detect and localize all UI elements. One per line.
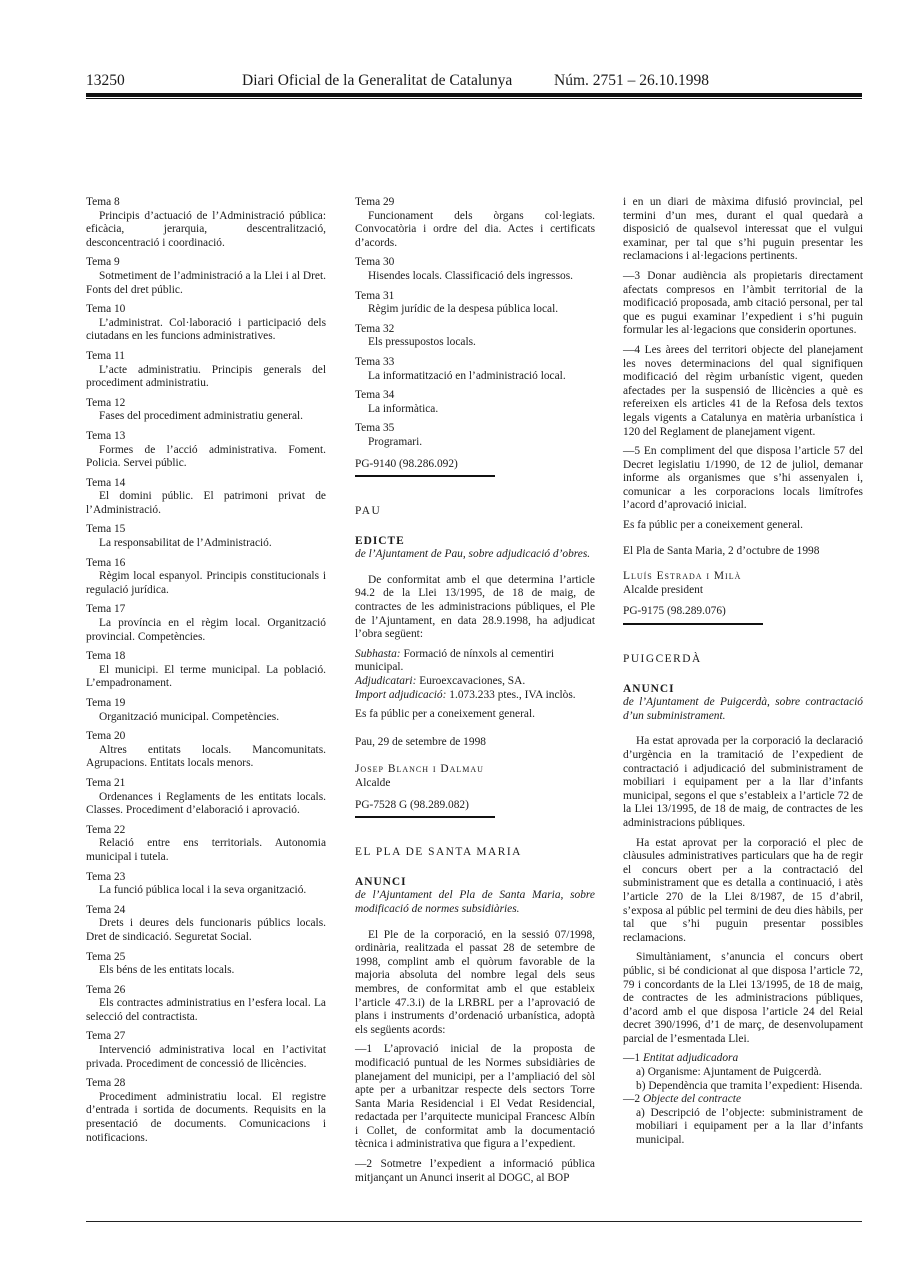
topic-label: Tema 10 — [86, 303, 126, 316]
publication-title: Diari Oficial de la Generalitat de Catalunya — [242, 72, 513, 89]
topic-item — [86, 557, 326, 598]
topic-text: Ordenances i Reglaments de les entitats locals. Classes. Procediment d’elaboració i aprovació. — [86, 790, 326, 817]
topic-label: Tema 33 — [355, 355, 395, 368]
topic-text: El domini públic. El patrimoni privat de l’Administració. — [86, 490, 326, 516]
topic-text: L’acte administratiu. Principis generals del procediment administratiu. — [86, 363, 326, 390]
column-1 — [86, 196, 326, 1151]
topic-text: Règim jurídic de la despesa pública local. — [368, 303, 559, 316]
issue-number: Núm. 2751 – 26.10.1998 — [554, 72, 709, 89]
topic-item — [355, 196, 595, 250]
topic-label: Tema 19 — [86, 697, 126, 709]
topic-label: Tema 22 — [86, 823, 126, 836]
topic-item — [86, 603, 326, 644]
clause-item: a) Descripció de l’objecte: subministrament de mobiliari i equipament per a la llar d’infants municipal. — [636, 1106, 863, 1147]
topic-text: Relació entre ens territorials. Autonomia municipal i tutela. — [86, 837, 326, 863]
topic-label: Tema 34 — [355, 389, 395, 402]
topic-item — [86, 904, 326, 945]
separator — [623, 623, 763, 625]
public-notice: Es fa públic per a coneixement general. — [623, 519, 803, 532]
reference-code: PG-7528 G (98.289.082) — [355, 798, 469, 811]
reference-code: PG-9175 (98.289.076) — [623, 605, 726, 618]
topic-label: Tema 8 — [86, 196, 120, 208]
section-heading-puigcerda: PUIGCERDÀ — [623, 653, 702, 666]
clause-title: Objecte del contracte — [642, 1093, 741, 1106]
notice-type: ANUNCI — [355, 875, 407, 888]
notice-date: El Pla de Santa Maria, 2 d’octubre de 1998 — [623, 544, 820, 557]
topic-item — [86, 1077, 326, 1145]
topic-label: Tema 32 — [355, 322, 395, 335]
notice-paragraph: Simultàniament, s’anuncia el concurs obert públic, si bé condicionat al que disposa l’article 72, 79 i concordants de la Llei 13/1995, de 18 de maig, de contractes de les administracions públiques, d’acord amb el que disposa l’article 24 del Reial decret 390/1996, d’1 de març, de desenvolupament parcial de l’esmentada Llei. — [623, 951, 863, 1045]
clause-title: Entitat adjudicadora — [642, 1052, 739, 1065]
topic-label: Tema 25 — [86, 950, 126, 963]
signer-name: Lluís Estrada i Milà — [623, 570, 742, 583]
topic-item — [86, 697, 326, 724]
separator — [355, 816, 495, 818]
topic-label: Tema 11 — [86, 349, 125, 362]
field-label: Import adjudicació: — [355, 688, 447, 701]
reference-code: PG-9140 (98.286.092) — [355, 457, 458, 470]
topic-item — [86, 430, 326, 471]
topic-text: L’administrat. Col·laboració i participació dels ciutadans en les funcions administratives. — [86, 316, 326, 343]
notice-subtitle: de l’Ajuntament de Puigcerdà, sobre contractació d’un subministrament. — [623, 696, 863, 722]
signer-role: Alcalde — [355, 777, 391, 789]
topic-item — [86, 777, 326, 818]
notice-date: Pau, 29 de setembre de 1998 — [355, 735, 486, 748]
topic-item — [86, 984, 326, 1025]
notice-body: De conformitat amb el que determina l’article 94.2 de la Llei 13/1995, de 18 de maig, de contractes de les administracions públiques, el Ple de l’Ajuntament, en data 28.9.1998, ha adjudicat l’obra següent: — [355, 573, 595, 641]
notice-type: ANUNCI — [623, 682, 675, 695]
topic-text: Altres entitats locals. Mancomunitats. Agrupacions. Entitats locals menors. — [86, 743, 326, 770]
adjudication-details — [355, 648, 595, 702]
topic-item — [86, 477, 326, 518]
public-notice: Es fa públic per a coneixement general. — [355, 708, 535, 721]
topic-text: Els contractes administratius en l’esfera local. La selecció del contractista. — [86, 997, 326, 1023]
topic-label: Tema 12 — [86, 396, 126, 409]
topic-text: Formes de l’acció administrativa. Foment. Policia. Servei públic. — [86, 443, 326, 470]
topic-text: Sotmetiment de l’administració a la Llei i al Dret. Fonts del dret públic. — [86, 269, 326, 296]
notice-paragraph: Ha estat aprovat per la corporació el plec de clàusules administratives particulars que ha de regir el concurs obert per a la contractació del subministrament que es detalla a continuació, i atès l’article 270 de la Llei 8/1987, de 15 d’abril, s’exposa al públic pel termini de deu dies hàbils, per tal que s’hi puguin presentar possibles reclamacions. — [623, 836, 863, 944]
topic-text: Els pressupostos locals. — [368, 336, 476, 349]
header-rule-thick — [86, 93, 862, 97]
topic-text: La província en el règim local. Organització provincial. Competències. — [86, 617, 326, 643]
topic-label: Tema 14 — [86, 476, 126, 489]
topic-label: Tema 23 — [86, 870, 126, 883]
clause-item: b) Dependència que tramita l’expedient: Hisenda. — [636, 1079, 863, 1092]
topic-item — [86, 871, 326, 898]
section-heading-pau: PAU — [355, 505, 382, 518]
topic-label: Tema 24 — [86, 903, 126, 916]
field-value: Euroexcavaciones, SA. — [419, 675, 526, 688]
page-header — [86, 72, 862, 92]
topic-item — [86, 397, 326, 424]
agreement-item: —5 En compliment del que disposa l’article 57 del Decret legislatiu 1/1990, de 12 de juliol, demanar informe als organismes que s’hi assenyalen i, comunicar a les corporacions locals limítrofes l’acord d’aprovació inicial. — [623, 445, 863, 512]
topic-item — [86, 951, 326, 978]
agreement-item: —1 L’aprovació inicial de la proposta de modificació puntual de les Normes subsidiàries de planejament del municipi, per a l’ampliació del sòl apte per a urbanitzar respecte dels sectors Torre Santa Maria Residencial i El Vedat Residencial, redactada per l’arquitecte municipal Francesc Albín i Collet, de conformitat amb la documentació tècnica i administrativa que figura a l’expedient. — [355, 1043, 595, 1151]
topic-text: La responsabilitat de l’Administració. — [99, 537, 272, 550]
field-value: 1.073.233 ptes., IVA inclòs. — [449, 688, 576, 701]
topic-label: Tema 35 — [355, 422, 395, 435]
topic-label: Tema 30 — [355, 256, 395, 269]
topic-text: Fases del procediment administratiu general. — [99, 410, 304, 423]
agreement-item: —3 Donar audiència als propietaris directament afectats compresos en l’àmbit territorial de la modificació proposada, amb citació personal, per tal que es pugui examinar l’expedient i s’hi puguin formular les al·legacions que considerin oportunes. — [623, 269, 863, 337]
topic-text: Funcionament dels òrgans col·legiats. Convocatòria i ordre del dia. Actes i certificats d’acords. — [355, 209, 595, 249]
topic-text: Procediment administratiu local. El registre d’entrada i sortida de documents. Requisits en la presentació de documents. Comunicacions i notificacions. — [86, 1090, 326, 1144]
topic-text: Principis d’actuació de l’Administració pública: eficàcia, jerarquia, descentralització, desconcentració i coordinació. — [86, 209, 326, 249]
agreement-item: —4 Les àrees del territori objecte del planejament les noves determinacions del qual signifiquen modificació del règim urbanístic vigent, queden afectades per la suspensió de llicències a què es refereixen els articles 41 de la Refosa dels textos legals vigents a Catalunya en matèria urbanística i 120 del Reglament de planejament vigent. — [623, 343, 863, 438]
column-3 — [623, 196, 863, 1148]
topic-text: Drets i deures dels funcionaris públics locals. Dret de sindicació. Seguretat Social. — [86, 917, 326, 943]
topic-item — [355, 422, 595, 449]
header-rule-thin — [86, 98, 862, 99]
footer-rule — [86, 1221, 862, 1222]
topic-item — [86, 1030, 326, 1071]
topic-text: Els béns de les entitats locals. — [99, 964, 235, 977]
topic-item — [355, 389, 595, 416]
topic-text: Hisendes locals. Classificació dels ingressos. — [368, 269, 573, 282]
topic-label: Tema 31 — [355, 289, 395, 302]
topic-label: Tema 15 — [86, 523, 126, 536]
field-label: Subhasta: — [355, 647, 401, 660]
topic-label: Tema 16 — [86, 556, 126, 569]
topic-label: Tema 18 — [86, 650, 126, 663]
topic-item — [355, 356, 595, 383]
topic-item — [86, 303, 326, 344]
topic-text: Intervenció administrativa local en l’activitat privada. Procediment de concessió de llicències. — [86, 1044, 326, 1070]
topic-label: Tema 29 — [355, 196, 395, 208]
topic-text: La funció pública local i la seva organització. — [99, 884, 307, 897]
topic-item — [355, 323, 595, 350]
topic-text: La informatització en l’administració local. — [368, 369, 566, 382]
notice-body: El Ple de la corporació, en la sessió 07/1998, ordinària, realitzada el passat 28 de setembre de 1998, complint amb el quòrum favorable de la majoria absoluta del nombre legal dels seus membres, de conformitat amb el que estableix l’article 47.3.i) de la LRBRL per a l’aprovació de plans i instruments d’ordenació urbanística, adoptà els següents acords: — [355, 928, 595, 1036]
topic-text: La informàtica. — [368, 402, 439, 415]
field-label: Adjudicatari: — [355, 675, 417, 688]
topic-item — [86, 650, 326, 691]
clause-heading — [623, 1093, 863, 1107]
notice-subtitle: de l’Ajuntament del Pla de Santa Maria, sobre modificació de normes subsidiàries. — [355, 889, 595, 915]
topic-label: Tema 27 — [86, 1030, 126, 1043]
topic-label: Tema 13 — [86, 429, 126, 442]
temes-list — [355, 196, 595, 450]
topic-text: Organització municipal. Competències. — [99, 710, 280, 723]
topic-item — [86, 196, 326, 250]
clause-number: —1 — [623, 1052, 641, 1065]
topic-item — [355, 290, 595, 317]
notice-paragraph: Ha estat aprovada per la corporació la declaració d’urgència en la tramitació de l’expedient de contractació i adjudicació del subministrament de mobiliari i equipament per a la llar d’infants municipal, segons el que s’estableix a l’article 72 de la Llei 13/1995, de 18 de maig, de contractes de les administracions públiques. — [623, 735, 863, 829]
topic-item — [86, 824, 326, 865]
signer-role: Alcalde president — [623, 583, 704, 596]
topic-text: El municipi. El terme municipal. La població. L’empadronament. — [86, 663, 326, 690]
topic-item — [86, 523, 326, 550]
topic-item — [355, 256, 595, 283]
topic-text: Programari. — [368, 435, 423, 448]
notice-type: EDICTE — [355, 534, 405, 547]
topic-label: Tema 21 — [86, 776, 126, 789]
topic-item — [86, 730, 326, 771]
clause-item: a) Organisme: Ajuntament de Puigcerdà. — [636, 1066, 822, 1079]
clause-heading — [623, 1052, 863, 1066]
agreement-item: —2 Sotmetre l’expedient a informació pública mitjançant un Anunci inserit al DOGC, al BOP — [355, 1158, 595, 1184]
topic-label: Tema 9 — [86, 256, 120, 269]
continued-text: i en un diari de màxima difusió provincial, pel termini d’un mes, durant el qual quedarà a disposició de qualsevol interessat que el vulgui examinar, per tal que s’hi puguin presentar les reclamacions i al·legacions pertinents. — [623, 196, 863, 263]
topic-text: Règim local espanyol. Principis constitucionals i regulació jurídica. — [86, 570, 326, 596]
separator — [355, 475, 495, 477]
notice-subtitle: de l’Ajuntament de Pau, sobre adjudicació d’obres. — [355, 548, 591, 561]
topic-item — [86, 350, 326, 391]
column-2 — [355, 196, 595, 1191]
signer-name: Josep Blanch i Dalmau — [355, 763, 484, 776]
topic-label: Tema 26 — [86, 983, 126, 996]
topic-label: Tema 17 — [86, 603, 126, 616]
topic-label: Tema 28 — [86, 1077, 126, 1090]
topic-item — [86, 256, 326, 297]
clause-number: —2 — [623, 1093, 641, 1106]
section-heading-pla: EL PLA DE SANTA MARIA — [355, 846, 522, 859]
field-value: Formació de nínxols al cementiri municipal. — [355, 647, 555, 674]
topic-label: Tema 20 — [86, 730, 126, 743]
page-number: 13250 — [86, 72, 125, 89]
